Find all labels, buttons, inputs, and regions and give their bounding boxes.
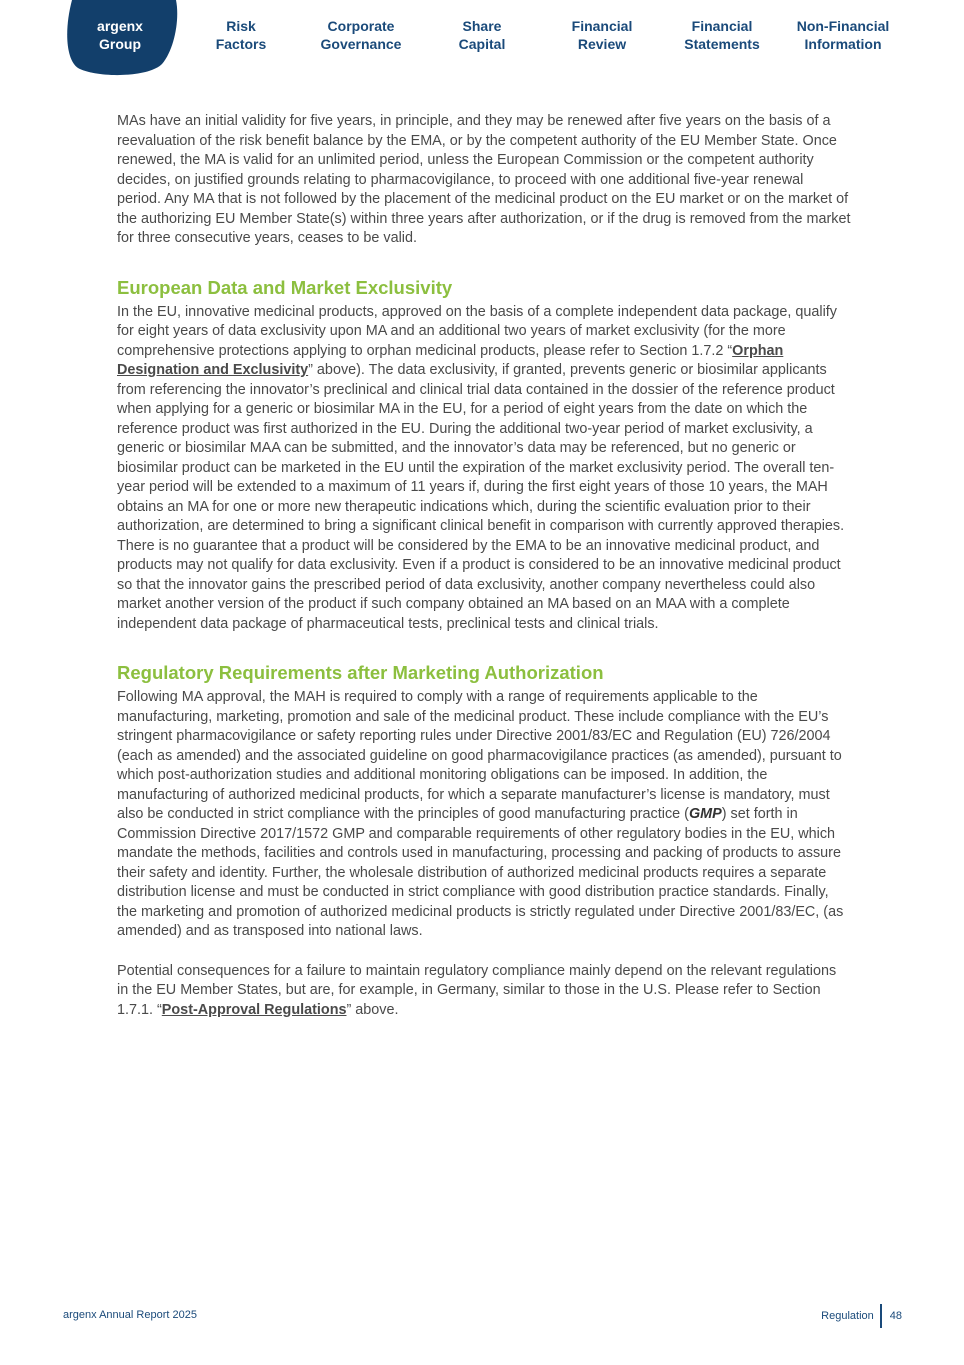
tab-argenx-group[interactable]: argenx Group — [97, 18, 143, 52]
tab-share-capital[interactable]: Share Capital — [458, 18, 506, 52]
text-span: Potential consequences for a failure to maintain regulatory compliance mainly depend on the relevant regulations in the EU Member States, but are, for example, in Germany, similar to those in the U.S. Please refer to Section 1.7.1. “ — [117, 962, 837, 1018]
footer-section-name: Regulation — [821, 1310, 874, 1322]
top-navigation — [0, 0, 964, 80]
post-approval-regulations-link[interactable]: Post-Approval Regulations — [161, 1001, 347, 1018]
orphan-designation-link[interactable]: Orphan Designation and Exclusivity — [117, 342, 784, 378]
text-span: ” above. — [346, 1001, 399, 1018]
data-exclusivity-paragraph — [117, 303, 851, 635]
tab-risk-factors[interactable]: Risk Factors — [215, 18, 267, 52]
intro-paragraph: MAs have an initial validity for five years, in principle, and they may be renewed after five years on the basis of a reevaluation of the risk benefit balance by the EMA, or by the competent authority of the EU Member State. Once renewed, the MA is valid for an unlimited period, unless the European Commission or the competent authority decides, on justified grounds relating to pharmacovigilance, to proceed with one additional five-year renewal period. Any MA that is not followed by the placement of the medicinal product on the EU market or on the market of the authorizing EU Member State(s) within three years after authorization, or if the drug is removed from the market for three consecutive years, ceases to be valid. — [117, 113, 851, 246]
post-authorization-paragraph — [117, 688, 851, 942]
tab-financial-review[interactable]: Financial Review — [571, 18, 633, 52]
text-span: Following MA approval, the MAH is required to comply with a range of requirements applicable to the manufacturing, marketing, promotion and sale of the medicinal product. These include compliance with the EU’s stringent pharmacovigilance or safety reporting rules under Directive 2001/83/EC and Regulation (EU) 726/2004 (each as amended) and the associated guideline on good pharmacovigilance practices (as amended), pursuant to which post-authorization studies and additional monitoring obligations can be imposed. In addition, the manufacturing of authorized medicinal products, for which a separate manufacturer’s license is mandatory, must also be conducted in strict compliance with the principles of good manufacturing practice ( — [117, 689, 842, 822]
tab-financial-statements[interactable]: Financial Statements — [684, 18, 760, 52]
compliance-consequences-paragraph — [117, 962, 851, 1021]
tab-non-financial-information[interactable]: Non-Financial Information — [796, 18, 890, 52]
text-span: ” above). The data exclusivity, if granted, prevents generic or biosimilar applicants from referencing the innovator’s preclinical and clinical trial data contained in the dossier of the reference product when applying for a generic or biosimilar MA in the EU, for a period of eight years from the date on which the reference product was first authorized in the EU. During the additional two-year period of market exclusivity, a generic or biosimilar MAA can be submitted, and the innovator’s data may be referenced, but no generic or biosimilar product can be marketed in the EU until the expiration of the market exclusivity period. The overall ten-year period will be extended to a maximum of 11 years if, during the first eight years of those 10 years, the MAH obtains an MA for one or more new therapeutic indications which, during the scientific evaluation prior to their authorization, are determined to bring a significant clinical benefit in comparison with currently approved therapies. There is no guarantee that a product will be considered by the EMA to be an innovative medicinal product, and products may not qualify for data exclusivity. Even if a product is considered to be an innovative medicinal product so that the innovator gains the prescribed period of data exclusivity, another company nevertheless could also market another version of the product if such company obtained an MA based on an MAA with a complete independent data package of pharmaceutical tests, preclinical tests and clinical trials. — [117, 362, 845, 632]
section-heading-post-authorization: Regulatory Requirements after Marketing Authorization — [117, 662, 604, 683]
text-span: ) set forth in Commission Directive 2017/1572 GMP and comparable requirements of other regulatory bodies in the EU, which mandate the methods, facilities and controls used in manufacturing, processing and packing of products to assure their safety and identity. Further, the wholesale distribution of authorized medicinal products requires a separate distribution license and must be conducted in strict compliance with good distribution practice standards. Finally, the marketing and promotion of authorized medicinal products is strictly regulated under Directive 2001/83/EC, (as amended) and as transposed into national laws. — [117, 806, 844, 939]
main-content — [117, 112, 851, 1020]
footer-divider — [880, 1304, 882, 1328]
footer-page-info — [821, 1304, 902, 1328]
footer-report-title: argenx Annual Report 2025 — [63, 1309, 197, 1321]
page-number: 48 — [889, 1310, 902, 1322]
text-span: In the EU, innovative medicinal products, approved on the basis of a complete independent data package, qualify for eight years of data exclusivity upon MA and an additional two years of market exclusivity (for the more comprehensive protections applying to orphan medicinal products, please refer to Section 1.7.2 “ — [117, 303, 837, 359]
tab-corporate-governance[interactable]: Corporate Governance — [320, 18, 402, 52]
section-heading-data-exclusivity: European Data and Market Exclusivity — [117, 276, 453, 298]
gmp-term: GMP — [688, 806, 722, 822]
